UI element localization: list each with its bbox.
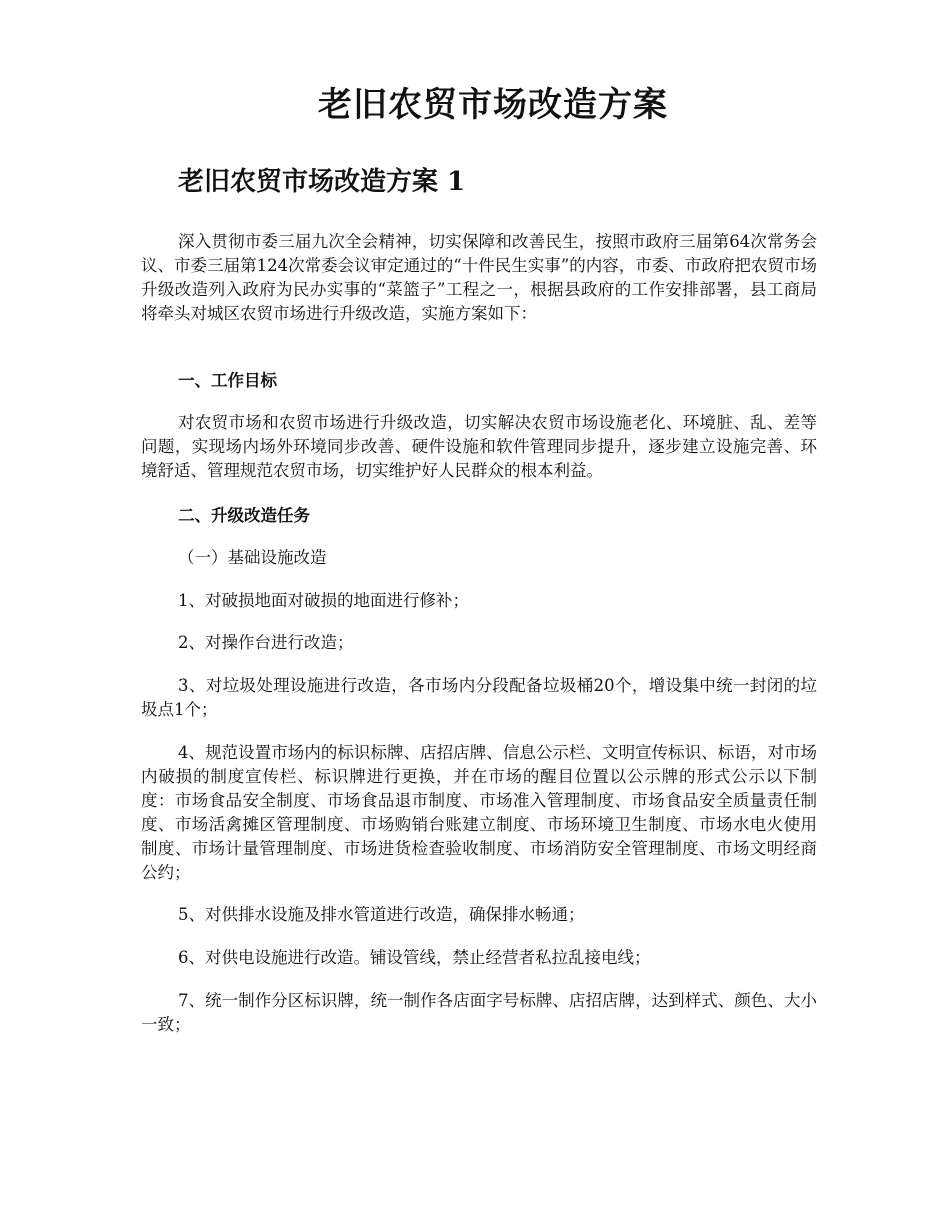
document-subtitle: 老旧农贸市场改造方案 1 xyxy=(178,167,466,197)
list-item: 2、对操作台进行改造； xyxy=(178,633,354,652)
section-heading-tasks: 二、升级改造任务 xyxy=(178,506,310,525)
list-item: 5、对供排水设施及排水管道进行改造，确保排水畅通； xyxy=(178,905,585,924)
list-item: 3、对垃圾处理设施进行改造，各市场内分段配备垃圾桶20个，增设集中统一封闭的垃圾点1个； xyxy=(141,676,817,719)
document-title: 老旧农贸市场改造方案 xyxy=(318,85,668,125)
list-item: 1、对破损地面对破损的地面进行修补； xyxy=(178,591,469,610)
subsection-heading-infrastructure: （一）基础设施改造 xyxy=(178,548,327,567)
goals-paragraph: 对农贸市场和农贸市场进行升级改造，切实解决农贸市场设施老化、环境脏、乱、差等问题，实现场内场外环境同步改善、硬件设施和软件管理同步提升，逐步建立设施完善、环境舒适、管理规范农贸市场，切实维护好人民群众的根本利益。 xyxy=(141,413,817,480)
list-item: 4、规范设置市场内的标识标牌、店招店牌、信息公示栏、文明宣传标识、标语，对市场内破损的制度宣传栏、标识牌进行更换，并在市场的醒目位置以公示牌的形式公示以下制度：市场食品安全制度、市场食品退市制度、市场准入管理制度、市场食品安全质量责任制度、市场活禽摊区管理制度、市场购销台账建立制度、市场环境卫生制度、市场水电火使用制度、市场计量管理制度、市场进货检查验收制度、市场消防安全管理制度、市场文明经商公约； xyxy=(141,743,817,882)
intro-paragraph: 深入贯彻市委三届九次全会精神，切实保障和改善民生，按照市政府三届第64次常务会议、市委三届第124次常委会议审定通过的“十件民生实事”的内容，市委、市政府把农贸市场升级改造列入政府为民办实事的“菜篮子”工程之一，根据县政府的工作安排部署，县工商局将牵头对城区农贸市场进行升级改造，实施方案如下： xyxy=(141,232,817,323)
list-item: 6、对供电设施进行改造。铺设管线，禁止经营者私拉乱接电线； xyxy=(178,948,651,967)
list-item: 7、统一制作分区标识牌，统一制作各店面字号标牌、店招店牌，达到样式、颜色、大小一致； xyxy=(141,991,817,1034)
section-heading-goals: 一、工作目标 xyxy=(178,371,277,390)
